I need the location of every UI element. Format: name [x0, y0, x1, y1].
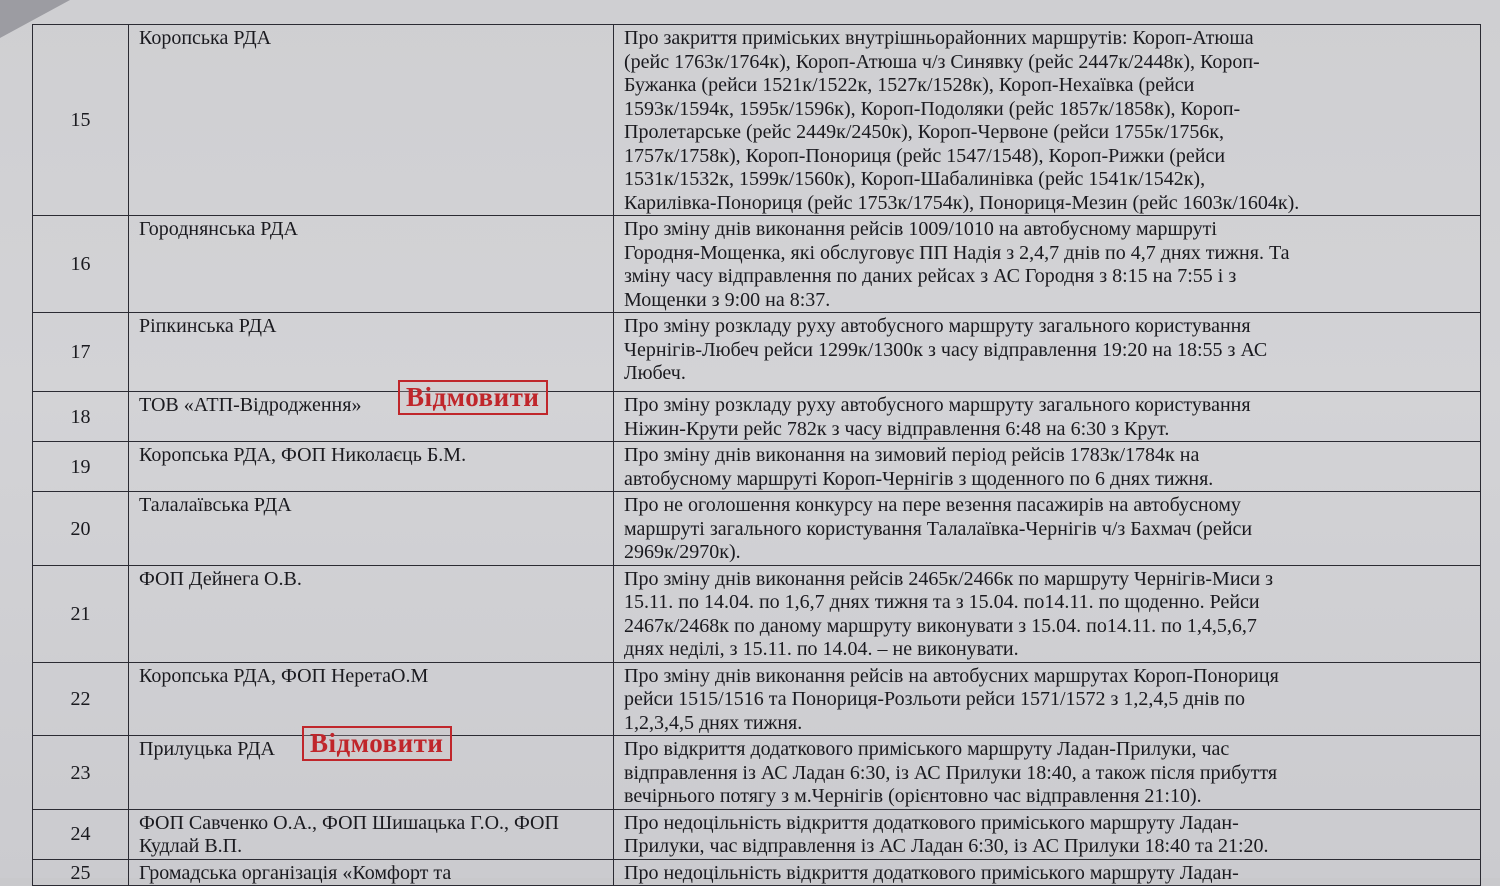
table-row — [33, 565, 1481, 662]
description-line: Про зміну днів виконання рейсів 2465к/2466к по маршруту Чернігів-Миси з — [624, 567, 1274, 590]
row-description — [614, 565, 1481, 662]
description-line: відправлення із АС Ладан 6:30, із АС Прилуки 18:40, а також після прибуття — [624, 761, 1278, 784]
description-line: днях неділі, з 15.11. по 14.04. – не виконувати. — [624, 638, 1019, 660]
table-row — [33, 492, 1481, 566]
table-row — [33, 313, 1481, 392]
row-number: 22 — [33, 662, 129, 736]
row-number: 17 — [33, 313, 129, 392]
row-number: 21 — [33, 565, 129, 662]
row-organization: ФОП Савченко О.А., ФОП Шишацька Г.О., ФОП Кудлай В.П. — [129, 809, 614, 859]
description-line: 2969к/2970к). — [624, 541, 741, 563]
description-line: автобусному маршруті Короп-Чернігів з щоденного по 6 днях тижня. — [624, 467, 1214, 490]
description-line: Прилуки, час відправлення із АС Ладан 6:30, із АС Прилуки 18:40 та 21:20. — [624, 835, 1269, 857]
description-line: Про зміну розкладу руху автобусного маршруту загального користування — [624, 394, 1251, 416]
description-line: Бужанка (рейси 1521к/1522к, 1527к/1528к), Короп-Нехаївка (рейси — [624, 74, 1195, 96]
row-description — [614, 25, 1481, 216]
description-line: Про недоцільність відкриття додаткового приміського маршруту Ладан- — [624, 861, 1239, 884]
description-line: 1757к/1758к), Короп-Понориця (рейс 1547/1548), Короп-Рижки (рейси — [624, 144, 1226, 167]
description-line: Пролетарське (рейс 2449к/2450к), Короп-Червоне (рейси 1755к/1756к, — [624, 121, 1225, 143]
row-organization: Коропська РДА — [129, 25, 614, 216]
description-line: Про недоцільність відкриття додаткового приміського маршруту Ладан- — [624, 811, 1239, 834]
row-organization: ФОП Дейнега О.В. — [129, 565, 614, 662]
description-line: 1,2,3,4,5 днях тижня. — [624, 711, 803, 734]
row-number: 18 — [33, 392, 129, 442]
table-row — [33, 25, 1481, 216]
row-description — [614, 216, 1481, 313]
row-organization: ТОВ «АТП-Відродження» — [129, 392, 614, 442]
table-row — [33, 859, 1481, 886]
description-line: зміну часу відправлення по даних рейсах з АС Городня з 8:15 на 7:55 і з — [624, 265, 1237, 287]
description-line: Любеч. — [624, 362, 686, 384]
row-description — [614, 442, 1481, 492]
row-description — [614, 662, 1481, 736]
row-organization: Громадська організація «Комфорт та — [129, 859, 614, 886]
description-line: Городня-Мощенка, які обслуговує ПП Надія з 2,4,7 днів по 4,7 днях тижня. Та — [624, 241, 1290, 264]
description-line: 15.11. по 14.04. по 1,6,7 днях тижня та з 15.04. по14.11. по щоденно. Рейси — [624, 591, 1260, 613]
row-organization: Прилуцька РДА — [129, 736, 614, 810]
description-line: Мощенки з 9:00 на 8:37. — [624, 288, 831, 311]
row-number: 16 — [33, 216, 129, 313]
table-row — [33, 736, 1481, 810]
description-line: Ніжин-Крути рейс 782к з часу відправлення 6:48 на 6:30 з Крут. — [624, 417, 1170, 440]
row-organization: Коропська РДА, ФОП НеретаО.М — [129, 662, 614, 736]
refuse-stamp-row-18: Відмовити — [398, 380, 548, 415]
table-row — [33, 216, 1481, 313]
description-line: Про зміну днів виконання рейсів 1009/1010 на автобусному маршруті — [624, 218, 1217, 240]
row-number: 23 — [33, 736, 129, 810]
description-line: маршруті загального користування Талалаївка-Чернігів ч/з Бахмач (рейси — [624, 517, 1253, 540]
table-row — [33, 442, 1481, 492]
decisions-table — [32, 24, 1481, 886]
row-number: 25 — [33, 859, 129, 886]
table-row — [33, 809, 1481, 859]
table-row — [33, 662, 1481, 736]
row-description — [614, 392, 1481, 442]
description-line: (рейс 1763к/1764к), Короп-Атюша ч/з Синявку (рейс 2447к/2448к), Короп- — [624, 50, 1260, 73]
description-line: Про зміну розкладу руху автобусного маршруту загального користування — [624, 315, 1251, 337]
row-number: 19 — [33, 442, 129, 492]
description-line: Чернігів-Любеч рейси 1299к/1300к з часу відправлення 19:20 на 18:55 з АС — [624, 338, 1268, 361]
row-description — [614, 859, 1481, 886]
row-description — [614, 809, 1481, 859]
row-organization: Городнянська РДА — [129, 216, 614, 313]
row-organization: Коропська РДА, ФОП Николаєць Б.М. — [129, 442, 614, 492]
description-line: 1593к/1594к, 1595к/1596к), Короп-Подоляки (рейс 1857к/1858к), Короп- — [624, 97, 1241, 120]
row-description — [614, 313, 1481, 392]
description-line: рейси 1515/1516 та Понориця-Розльоти рейси 1571/1572 з 1,2,4,5 днів по — [624, 688, 1245, 710]
row-description — [614, 736, 1481, 810]
description-line: Про не оголошення конкурсу на пере везення пасажирів на автобусному — [624, 494, 1241, 516]
row-organization: Ріпкинська РДА — [129, 313, 614, 392]
row-number: 20 — [33, 492, 129, 566]
row-description — [614, 492, 1481, 566]
row-number: 24 — [33, 809, 129, 859]
description-line: 2467к/2468к по даному маршруту виконувати з 15.04. по14.11. по 1,4,5,6,7 — [624, 614, 1257, 637]
description-line: Про зміну днів виконання на зимовий період рейсів 1783к/1784к на — [624, 444, 1200, 466]
refuse-stamp-row-23: Відмовити — [302, 726, 452, 761]
description-line: Про закриття приміських внутрішньорайонних маршрутів: Короп-Атюша — [624, 27, 1254, 49]
description-line: Про зміну днів виконання рейсів на автобусних маршрутах Короп-Понориця — [624, 664, 1279, 687]
description-line: 1531к/1532к, 1599к/1560к), Короп-Шабалинівка (рейс 1541к/1542к), — [624, 168, 1206, 190]
row-number: 15 — [33, 25, 129, 216]
table-row — [33, 392, 1481, 442]
description-line: вечірнього потягу з м.Чернігів (орієнтовно час відправлення 21:10). — [624, 785, 1202, 807]
row-organization: Талалаївська РДА — [129, 492, 614, 566]
description-line: Карилівка-Понориця (рейс 1753к/1754к), Понориця-Мезин (рейс 1603к/1604к). — [624, 191, 1300, 214]
description-line: Про відкриття додаткового приміського маршруту Ладан-Прилуки, час — [624, 738, 1230, 760]
